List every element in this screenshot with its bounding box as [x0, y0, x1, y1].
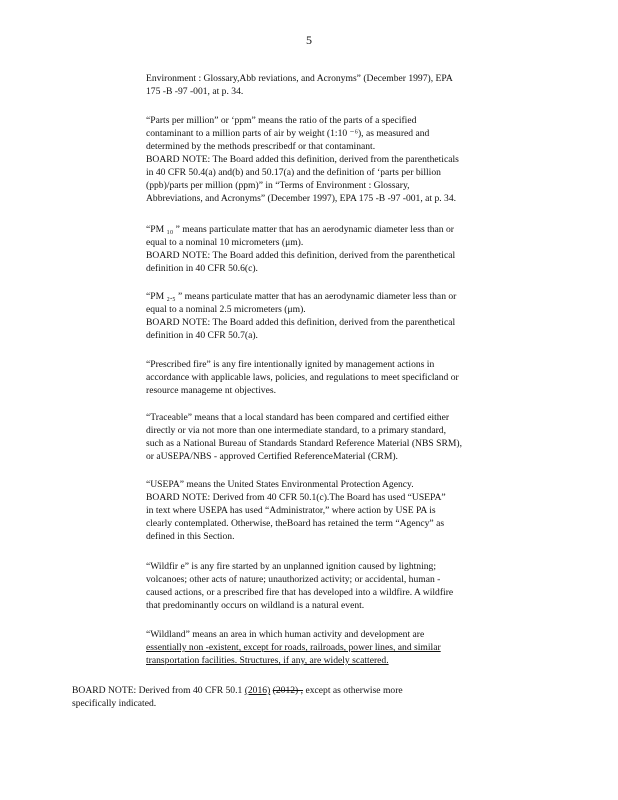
board-note-text: BOARD NOTE: Derived from 40 CFR 50.1	[72, 685, 245, 696]
text-line: contaminant to a million parts of air by weight (1:10 ⁻⁶), as measured and	[146, 128, 430, 139]
text-line: “Wildland” means an area in which human activity and development are	[146, 629, 425, 640]
definition-usepa	[146, 478, 536, 543]
text-line: in text where USEPA has used “Administrator,” where action by USE PA is	[146, 505, 436, 516]
text-line: BOARD NOTE: The Board added this definition, derived from the parenthetical	[146, 250, 456, 261]
text-line: Environment : Glossary,Abb reviations, and Acronyms” (December 1997), EPA	[146, 73, 453, 84]
text-line: accordance with applicable laws, policies, and regulations to meet specificland or	[146, 372, 459, 383]
text-line: “Wildfir e” is any fire started by an unplanned ignition caused by lightning;	[146, 561, 437, 572]
definition-wildfire	[146, 560, 536, 612]
text-line: 175 -B -97 -001, at p. 34.	[146, 86, 244, 97]
text-line: volcanoes; other acts of nature; unauthorized activity; or accidental, human -	[146, 574, 441, 585]
text-line: determined by the methods prescribedf or that contaminant.	[146, 141, 376, 152]
definition-pm25	[146, 290, 536, 342]
text-line: clearly contemplated. Otherwise, theBoard has retained the term “Agency” as	[146, 518, 445, 529]
text-line: “PM ₂.₅ ” means particulate matter that has an aerodynamic diameter less than or	[146, 291, 457, 302]
text-line: BOARD NOTE: Derived from 40 CFR 50.1(c).The Board has used “USEPA”	[146, 492, 446, 503]
page-number: 5	[306, 33, 312, 47]
text-line: resource manageme nt objectives.	[146, 385, 276, 396]
deleted-year: (2012) ,	[272, 685, 304, 696]
text-line: “Parts per million” or ‘ppm” means the ratio of the parts of a specified	[146, 115, 417, 126]
text-line: that predominantly occurs on wildland is a natural event.	[146, 600, 365, 611]
text-line: caused actions, or a prescribed fire that has developed into a wildfire. A wildfire	[146, 587, 454, 598]
text-line: or aUSEPA/NBS - approved Certified ReferenceMaterial (CRM).	[146, 451, 398, 462]
definition-pm10	[146, 223, 536, 275]
text-line: “Traceable” means that a local standard has been compared and certified either	[146, 412, 450, 423]
text-line: defined in this Section.	[146, 531, 235, 542]
inserted-text-line: transportation facilities. Structures, if any, are widely scattered.	[146, 655, 389, 666]
inserted-text-line: essentially non -existent, except for roads, railroads, power lines, and similar	[146, 642, 441, 653]
text-line: directly or via not more than one intermediate standard, to a primary standard,	[146, 425, 446, 436]
text-line: definition in 40 CFR 50.7(a).	[146, 330, 258, 341]
definition-ppm	[146, 114, 536, 205]
definition-wildland	[146, 628, 536, 667]
inserted-year: (2016)	[244, 685, 271, 696]
text-line: “USEPA” means the United States Environmental Protection Agency.	[146, 479, 414, 490]
text-line: equal to a nominal 2.5 micrometers (μm).	[146, 304, 306, 315]
glossary-reference-continuation	[146, 72, 536, 98]
text-line: BOARD NOTE: The Board added this definition, derived from the parenthetical	[146, 317, 456, 328]
board-note-text: except as otherwise more	[303, 685, 403, 696]
section-board-note	[72, 684, 542, 710]
text-line: equal to a nominal 10 micrometers (μm).	[146, 237, 304, 248]
board-note-line	[72, 684, 542, 697]
text-line: definition in 40 CFR 50.6(c).	[146, 263, 258, 274]
text-line: in 40 CFR 50.4(a) and(b) and 50.17(a) and the definition of ‘parts per billion	[146, 167, 441, 178]
text-line: Abbreviations, and Acronyms” (December 1997), EPA 175 -B -97 -001, at p. 34.	[146, 193, 457, 204]
board-note-line: specifically indicated.	[72, 698, 157, 709]
text-line: such as a National Bureau of Standards Standard Reference Material (NBS SRM),	[146, 438, 462, 449]
text-line: BOARD NOTE: The Board added this definition, derived from the parentheticals	[146, 154, 459, 165]
text-line: (ppb)/parts per million (ppm)” in “Terms of Environment : Glossary,	[146, 180, 410, 191]
definition-prescribed-fire	[146, 358, 536, 397]
text-line: “Prescribed fire” is any fire intentionally ignited by management actions in	[146, 359, 435, 370]
definition-traceable	[146, 411, 536, 463]
text-line: “PM ₁₀ ” means particulate matter that has an aerodynamic diameter less than or	[146, 224, 454, 235]
